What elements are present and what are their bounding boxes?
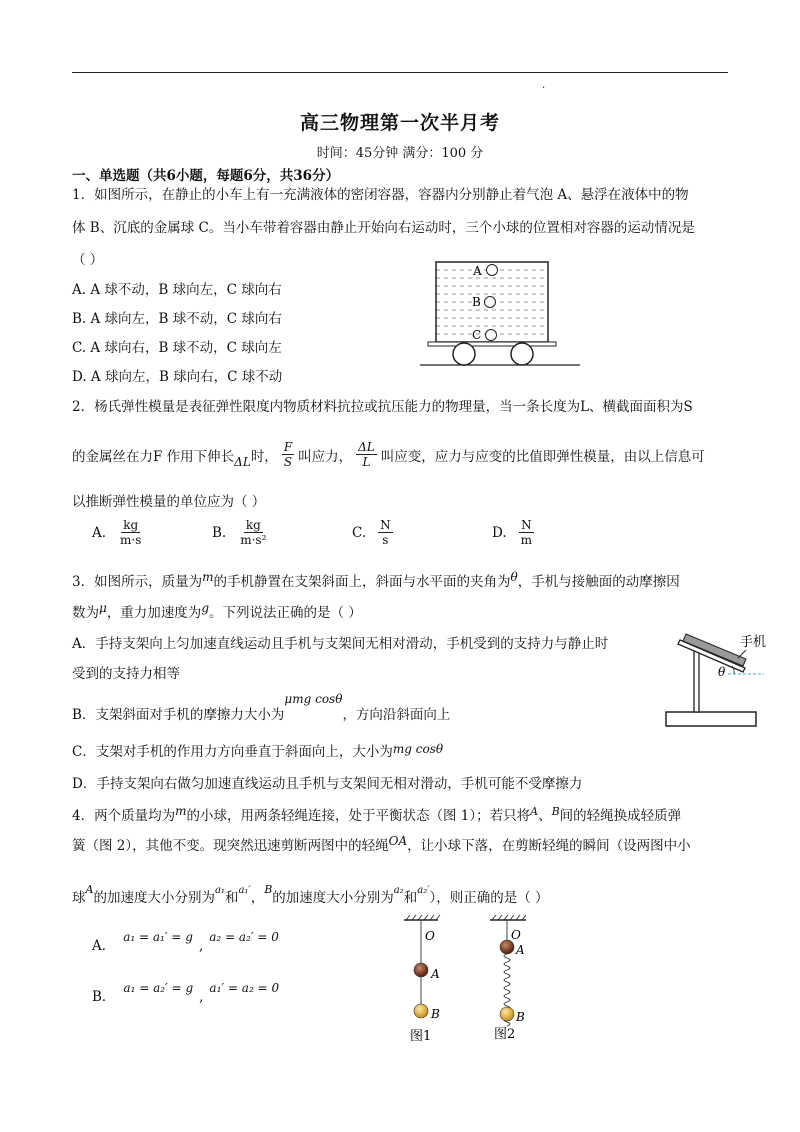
ball-c: [486, 330, 497, 341]
label-c: C: [472, 328, 482, 342]
text: 和: [224, 890, 239, 906]
var-m: m: [202, 570, 214, 584]
frac-den: s: [382, 533, 389, 547]
q2-line3: 以推断弹性模量的单位应为（ ）: [72, 494, 266, 510]
q3-option-d: D．手持支架向右做匀加速直线运动且手机与支架间无相对滑动，手机可能不受摩擦力: [72, 776, 583, 792]
fig1-caption: 图1: [410, 1029, 432, 1044]
q2-option-d: [492, 518, 534, 547]
q1-cart-figure: [420, 258, 580, 370]
var-theta: θ: [510, 570, 518, 584]
text: 和: [403, 890, 418, 906]
text: 4．两个质量均为: [72, 808, 176, 824]
wheel-right: [511, 343, 533, 365]
expr1: a₁ = a₂′ = g: [123, 981, 194, 995]
q2-text-a: 的金属丝在力F 作用下伸长: [72, 448, 235, 465]
var-a1: a₁: [214, 885, 225, 896]
q2-line1: 2．杨氏弹性模量是表征弹性限度内物质材料抗拉或抗压能力的物理量，当一条长度为L、横截面面积为S: [72, 399, 693, 415]
q1-option-d: D. A 球向左，B 球向右，C 球不动: [72, 369, 283, 385]
fig1-label-o: O: [425, 929, 435, 943]
var-B: B: [551, 805, 560, 818]
var-a1p: a₁′: [238, 885, 251, 896]
fig1-label-a: A: [431, 967, 440, 981]
q1-option-a: A. A 球不动，B 球向左，C 球向右: [72, 282, 282, 298]
option-label: B.: [212, 524, 227, 541]
text: 间的轻绳换成轻质弹: [559, 808, 682, 824]
expr2: a₁′ = a₂ = 0: [209, 981, 280, 995]
option-label: A．: [92, 938, 116, 954]
text: 的手机静置在支架斜面上，斜面与水平面的夹角为: [213, 574, 511, 590]
text: ，方向沿斜面向上: [342, 707, 451, 723]
text: ，: [250, 890, 265, 906]
frac-den: m·s²: [240, 533, 267, 547]
text: 的小球，用两条轻绳连接，处于平衡状态（图 1）；若只将: [186, 808, 531, 824]
fig2-label-o: O: [511, 928, 521, 942]
option-label: B．: [92, 989, 116, 1005]
frac-den: m: [520, 533, 533, 547]
frac-den: m·s: [120, 533, 142, 547]
q3-option-b: [72, 692, 451, 723]
q3-option-a-line2: 受到的支持力相等: [72, 666, 180, 682]
q3-phone-stand-figure: [660, 624, 772, 730]
expr1: a₁ = a₁′ = g: [123, 930, 193, 944]
var-A: A: [530, 805, 539, 818]
q4-figures: [396, 914, 556, 1046]
frac-den: S: [283, 455, 293, 469]
option-fraction: [238, 518, 268, 547]
ball-b: [485, 297, 496, 308]
q3-option-a-line1: A．手持支架向上匀加速直线运动且手机与支架间无相对滑动，手机受到的支持力与静止时: [72, 636, 609, 652]
q2-strain-fraction: [356, 440, 377, 469]
option-fraction: [519, 518, 534, 547]
option-label: C.: [352, 524, 367, 541]
q4-line1: [72, 804, 681, 824]
q2-stress-fraction: [282, 440, 294, 469]
fig1-ball-b: [414, 1004, 428, 1018]
fig2-label-a: A: [516, 943, 525, 957]
q4-line3: [72, 883, 549, 906]
var-A: A: [85, 883, 94, 896]
option-fraction: [118, 518, 143, 547]
q2-line2: [72, 440, 705, 469]
phone-label: 手机: [740, 635, 767, 650]
q1-option-b: B. A 球向左，B 球不动，C 球向右: [72, 311, 282, 327]
stand-pole: [694, 644, 699, 712]
q2-option-c: [352, 518, 393, 547]
q4-option-a: A．a₁ = a₁′ = g,a₂ = a₂′ = 0: [92, 930, 279, 954]
theta-label: θ: [718, 665, 726, 679]
q2-text-c: 叫应力，: [298, 448, 353, 465]
fig2-caption: 图2: [494, 1027, 516, 1042]
text: 簧（图 2），其他不变。现突然迅速剪断两图中的轻绳: [72, 838, 389, 854]
var-mu: μ: [99, 601, 107, 615]
text: ），则正确的是（ ）: [429, 890, 549, 906]
q1-line1: 1．如图所示，在静止的小车上有一充满液体的密闭容器，容器内分别静止着气泡 A、悬浮在液体中的物: [72, 187, 689, 203]
q1-option-c: C. A 球向右，B 球不动，C 球向左: [72, 340, 282, 356]
frac-num: kg: [123, 518, 139, 532]
text: ，重力加速度为: [106, 605, 202, 621]
bubble-a: [487, 265, 498, 276]
q3-option-c: [72, 740, 443, 760]
q3-line2: [72, 601, 362, 621]
fig2-label-b: B: [516, 1010, 525, 1024]
frac-num: kg: [245, 518, 261, 532]
var-g: g: [201, 601, 209, 615]
text: 。下列说法正确的是（ ）: [209, 605, 362, 621]
q2-text-b: 时，: [250, 448, 278, 465]
text: 3．如图所示，质量为: [72, 574, 203, 590]
q3-line1: [72, 570, 680, 590]
var-B: B: [264, 883, 273, 896]
frac-num: N: [380, 518, 391, 532]
var-a2p: a₂′: [417, 885, 430, 896]
q4-line2: [72, 834, 691, 854]
text: 球: [72, 890, 86, 906]
frac-num: ΔL: [358, 440, 375, 454]
text: 的加速度大小分别为: [272, 890, 394, 906]
frac-den: L: [362, 455, 371, 469]
q2-option-b: [212, 518, 268, 547]
text: 的加速度大小分别为: [93, 890, 215, 906]
fig1-label-b: B: [431, 1007, 440, 1021]
expr: μmg cosθ: [284, 692, 343, 706]
q1-line3: （ ）: [72, 252, 104, 268]
page-title: 高三物理第一次半月考: [299, 112, 500, 134]
option-label: A.: [92, 524, 107, 541]
var-OA: OA: [388, 834, 408, 848]
text: B．支架斜面对手机的摩擦力大小为: [72, 707, 285, 723]
label-b: B: [472, 295, 481, 309]
expr: mg cosθ: [392, 742, 444, 756]
label-a: A: [473, 264, 482, 278]
text: ，手机与接触面的动摩擦因: [517, 574, 680, 590]
fig1-ball-a: [414, 963, 428, 977]
fig2-ball-a: [500, 940, 514, 954]
q2-text-d: 叫应变，应力与应变的比值即弹性模量，由以上信息可: [380, 448, 705, 465]
var-m: m: [175, 804, 187, 818]
frac-num: F: [283, 440, 293, 454]
text: 数为: [72, 605, 99, 621]
text: ，让小球下落，在剪断轻绳的瞬间（设两图中小: [407, 838, 691, 854]
q1-line2: 体 B、沉底的金属球 C。当小车带着容器由静止开始向右运动时，三个小球的位置相对容器的运动情况是: [72, 220, 695, 236]
exam-info: 时间：45分钟 满分：100 分: [316, 146, 484, 161]
frac-num: N: [521, 518, 532, 532]
section-heading: 一、单选题（共6小题，每题6分，共36分）: [72, 168, 340, 184]
dot-mark: .: [542, 80, 546, 91]
option-label: D.: [492, 524, 507, 541]
q2-deltaL: ΔL: [234, 454, 251, 469]
q4-option-b: B．a₁ = a₂′ = g,a₁′ = a₂ = 0: [92, 981, 280, 1005]
stand-base: [666, 712, 756, 726]
var-a2: a₂: [393, 885, 404, 896]
top-rule: [72, 72, 728, 73]
wheel-left: [453, 343, 475, 365]
text: 、: [538, 808, 552, 824]
fig2-ball-b: [500, 1007, 514, 1021]
q2-option-a: [92, 518, 143, 547]
expr2: a₂ = a₂′ = 0: [209, 930, 279, 944]
text: C．支架对手机的作用力方向垂直于斜面向上，大小为: [72, 744, 393, 760]
option-fraction: [378, 518, 393, 547]
